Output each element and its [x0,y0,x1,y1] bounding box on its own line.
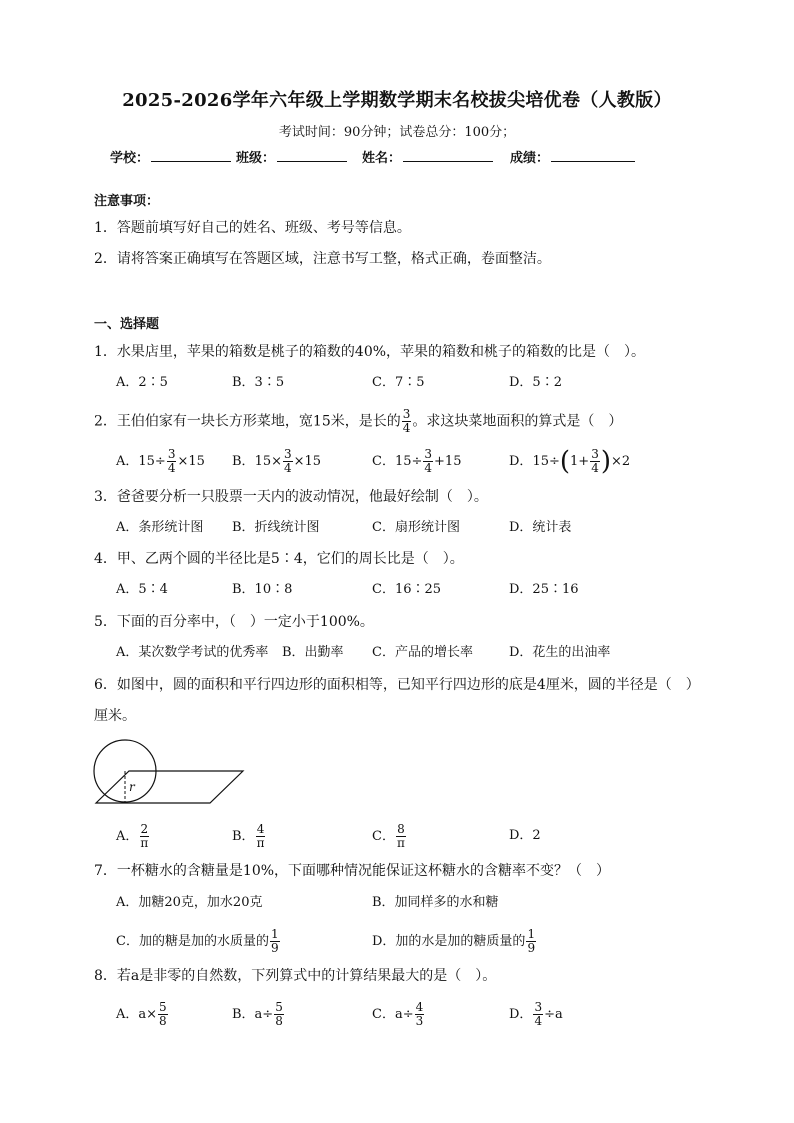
score-label: 成绩： [510,151,550,166]
q5-option-a[interactable]: A．某次数学考试的优秀率 [116,645,269,660]
q2-d-inner: 1+ [570,454,590,469]
question-5-stem: 5．下面的百分率中，（ ）一定小于100%。 [94,614,374,630]
question-4-stem: 4．甲、乙两个圆的半径比是5∶4，它们的周长比是（ ）。 [94,551,464,567]
q2-option-d[interactable] [509,448,630,475]
q6-figure [88,736,248,808]
q3-option-b[interactable]: B．折线统计图 [232,520,320,535]
q7-option-d[interactable] [372,928,537,955]
exam-subtitle: 考试时间：90分钟；试卷总分：100分； [278,125,516,140]
q5-option-b[interactable]: B．出勤率 [282,645,344,660]
q2-c-pre: 15÷ [394,454,423,469]
q6-option-c[interactable] [372,823,407,850]
q2-c-post: +15 [434,454,462,469]
q1-option-c[interactable]: C．7∶5 [372,375,425,390]
q2-b-den: 4 [284,461,292,475]
q2-a-fraction [167,448,177,475]
class-label: 班级： [236,151,276,166]
q1-option-b[interactable]: B．3∶5 [232,375,285,390]
q2-d-pre: 15÷ [532,454,560,469]
question-2-stem [94,408,622,435]
q2-d-fraction [590,448,600,475]
q8-c-fraction [415,1001,425,1028]
radius-label: r [129,780,135,794]
q6-a-den: π [140,836,149,850]
q2-b-label: B． [232,454,255,469]
q8-b-label: B．a÷ [232,1007,274,1022]
question-1-stem: 1．水果店里，苹果的箱数是桃子的箱数的40%，苹果的箱数和桃子的箱数的比是（ ）。 [94,344,646,360]
q6-option-a[interactable] [116,823,150,850]
q7-d-fraction [526,928,536,955]
q4-option-d[interactable]: D．25∶16 [509,582,579,597]
question-6-stem-line-2: 厘米。 [94,708,136,724]
class-field [236,147,347,166]
q6-option-b[interactable] [232,823,266,850]
note-item-1: 1．答题前填写好自己的姓名、班级、考号等信息。 [94,220,411,236]
q8-d-post: ÷a [544,1007,563,1022]
q8-c-den: 3 [415,1014,424,1028]
q8-a-label: A．a× [116,1007,158,1022]
q2-c-fraction [423,448,433,475]
q7-option-c[interactable] [116,928,281,955]
q7-d-num: 1 [527,927,536,941]
q2-option-b[interactable] [232,448,321,475]
q6-c-fraction [396,823,406,850]
q2-b-num: 3 [284,447,292,461]
school-blank[interactable] [151,149,231,162]
q6-c-den: π [396,836,405,850]
q8-d-den: 4 [534,1014,543,1028]
q8-option-b[interactable] [232,1001,285,1028]
q8-b-den: 8 [275,1014,283,1028]
q2-d-post: ×2 [611,454,631,469]
q8-d-label: D． [509,1007,533,1022]
q2-b-post: ×15 [293,454,322,469]
q6-option-d[interactable]: D．2 [509,828,541,843]
q2-c-label: C． [372,454,395,469]
q8-c-label: C．a÷ [372,1007,414,1022]
q2-stem-den: 4 [402,421,411,435]
q8-option-a[interactable] [116,1001,169,1028]
q7-c-num: 1 [270,927,279,941]
q1-option-d[interactable]: D．5∶2 [509,375,562,390]
q4-option-b[interactable]: B．10∶8 [232,582,293,597]
q8-a-num: 5 [159,1000,167,1014]
q5-option-d[interactable]: D．花生的出油率 [509,645,611,660]
q7-d-den: 9 [527,941,536,955]
question-6-stem-line-1: 6．如图中，圆的面积和平行四边形的面积相等，已知平行四边形的底是4厘米，圆的半径是（ ） [94,677,700,693]
q2-stem-pre: 2．王伯伯家有一块长方形菜地，宽15米，是长的 [94,413,401,430]
q6-b-fraction [256,823,266,850]
q3-option-c[interactable]: C．扇形统计图 [372,520,460,535]
q5-option-c[interactable]: C．产品的增长率 [372,645,473,660]
q2-d-label: D． [509,454,533,469]
q6-b-label: B． [232,829,255,844]
question-3-stem: 3．爸爸要分析一只股票一天内的波动情况，他最好绘制（ ）。 [94,489,488,505]
q2-a-post: ×15 [177,454,205,469]
q2-option-c[interactable] [372,448,461,475]
question-8-stem: 8．若a是非零的自然数，下列算式中的计算结果最大的是（ ）。 [94,968,497,984]
q2-a-den: 4 [167,461,176,475]
class-blank[interactable] [277,149,347,162]
q2-a-label: A． [116,454,139,469]
q7-c-text: C．加的糖是加的水质量的 [116,934,269,949]
q6-b-den: π [256,836,265,850]
q2-c-num: 3 [424,447,433,461]
q8-d-fraction [533,1001,543,1028]
score-blank[interactable] [551,149,635,162]
parallelogram-shape [96,771,243,803]
q2-d-right-paren: ) [600,446,611,477]
q8-option-d[interactable] [509,1001,563,1028]
q3-option-a[interactable]: A．条形统计图 [116,520,204,535]
q2-stem-post: 。求这块菜地面积的算式是（ ） [412,413,623,430]
question-7-stem: 7．一杯糖水的含糖量是10%，下面哪种情况能保证这杯糖水的含糖率不变？（ ） [94,863,611,879]
q6-c-label: C． [372,829,395,844]
name-field [362,147,493,166]
q6-b-num: 4 [256,822,265,836]
name-blank[interactable] [403,149,493,162]
q2-c-den: 4 [424,461,433,475]
q7-c-den: 9 [270,941,279,955]
q6-a-num: 2 [140,822,149,836]
q2-d-num: 3 [591,447,599,461]
q7-c-fraction [270,928,280,955]
q8-c-num: 4 [415,1000,424,1014]
q8-option-c[interactable] [372,1001,425,1028]
q2-b-fraction [283,448,293,475]
score-field [510,147,635,166]
q2-d-den: 4 [591,461,599,475]
q2-d-left-paren: ( [559,446,571,477]
q3-option-d[interactable]: D．统计表 [509,520,572,535]
q2-stem-num: 3 [402,407,411,421]
q6-a-label: A． [116,829,139,844]
q8-a-den: 8 [159,1014,167,1028]
q7-option-b[interactable]: B．加同样多的水和糖 [372,895,499,910]
q2-stem-fraction [402,408,412,435]
q8-d-num: 3 [534,1000,543,1014]
q4-option-c[interactable]: C．16∶25 [372,582,442,597]
q6-c-num: 8 [397,822,405,836]
q7-d-text: D．加的水是加的糖质量的 [372,934,526,949]
notes-heading: 注意事项： [94,194,160,209]
q2-option-a[interactable] [116,448,205,475]
section-heading: 一、选择题 [94,317,160,332]
q4-option-a[interactable]: A．5∶4 [116,582,168,597]
q8-a-fraction [158,1001,168,1028]
school-label: 学校： [110,151,150,166]
q8-b-fraction [274,1001,284,1028]
q2-a-num: 3 [167,447,176,461]
q8-b-num: 5 [275,1000,283,1014]
q7-option-a[interactable]: A．加糖20克，加水20克 [116,895,263,910]
q1-option-a[interactable]: A．2∶5 [116,375,168,390]
q6-a-fraction [139,823,149,850]
school-field [110,147,231,166]
exam-title: 2025-2026学年六年级上学期数学期末名校拔尖培优卷（人教版） [122,90,672,111]
note-item-2: 2．请将答案正确填写在答题区域，注意书写工整，格式正确，卷面整洁。 [94,251,551,267]
q2-a-pre: 15÷ [138,454,166,469]
name-label: 姓名： [362,151,402,166]
q2-b-pre: 15× [254,454,282,469]
